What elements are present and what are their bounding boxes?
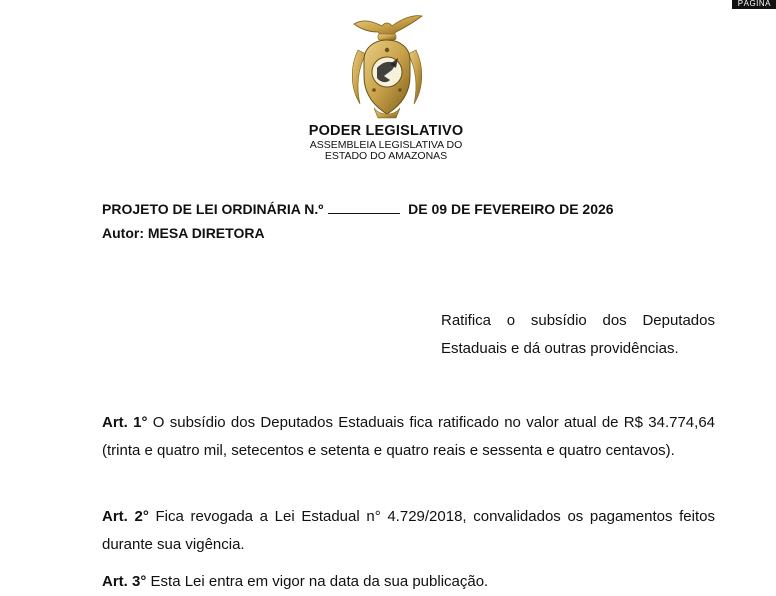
document-author: Autor: MESA DIRETORA (102, 225, 265, 241)
article-2-text: Fica revogada a Lei Estadual n° 4.729/2018, convalidados os pagamentos feitos durante sua vigência. (102, 508, 715, 553)
article-1-text: O subsídio dos Deputados Estaduais fica ratificado no valor atual de R$ 34.774,64 (trinta e quatro mil, setecentos e setenta e quatro reais e sessenta e quatro centavos). (102, 414, 716, 459)
article-3 (102, 568, 715, 596)
document-title (102, 201, 614, 217)
article-3-label: Art. 3° (102, 573, 147, 590)
article-2-label: Art. 2° (102, 508, 149, 525)
article-3-text: Esta Lei entra em vigor na data da sua publicação. (150, 573, 489, 590)
number-blank-line (328, 202, 400, 214)
coat-of-arms-emblem (344, 10, 430, 122)
institution-name: PODER LEGISLATIVO (308, 123, 464, 139)
institution-subtitle-line1: ASSEMBLEIA LEGISLATIVA DO (309, 139, 463, 151)
article-1-label: Art. 1° (102, 414, 148, 431)
title-suffix: DE 09 DE FEVEREIRO DE 2026 (408, 201, 614, 217)
ementa: Ratifica o subsídio dos Deputados Estaduais e dá outras providências. (441, 312, 715, 357)
page-tag: PÁGINA (732, 0, 776, 9)
article-2 (102, 503, 715, 559)
article-1 (102, 409, 715, 465)
institution-subtitle-line2: ESTADO DO AMAZONAS (324, 150, 448, 162)
title-prefix: PROJETO DE LEI ORDINÁRIA N.º (102, 201, 324, 217)
